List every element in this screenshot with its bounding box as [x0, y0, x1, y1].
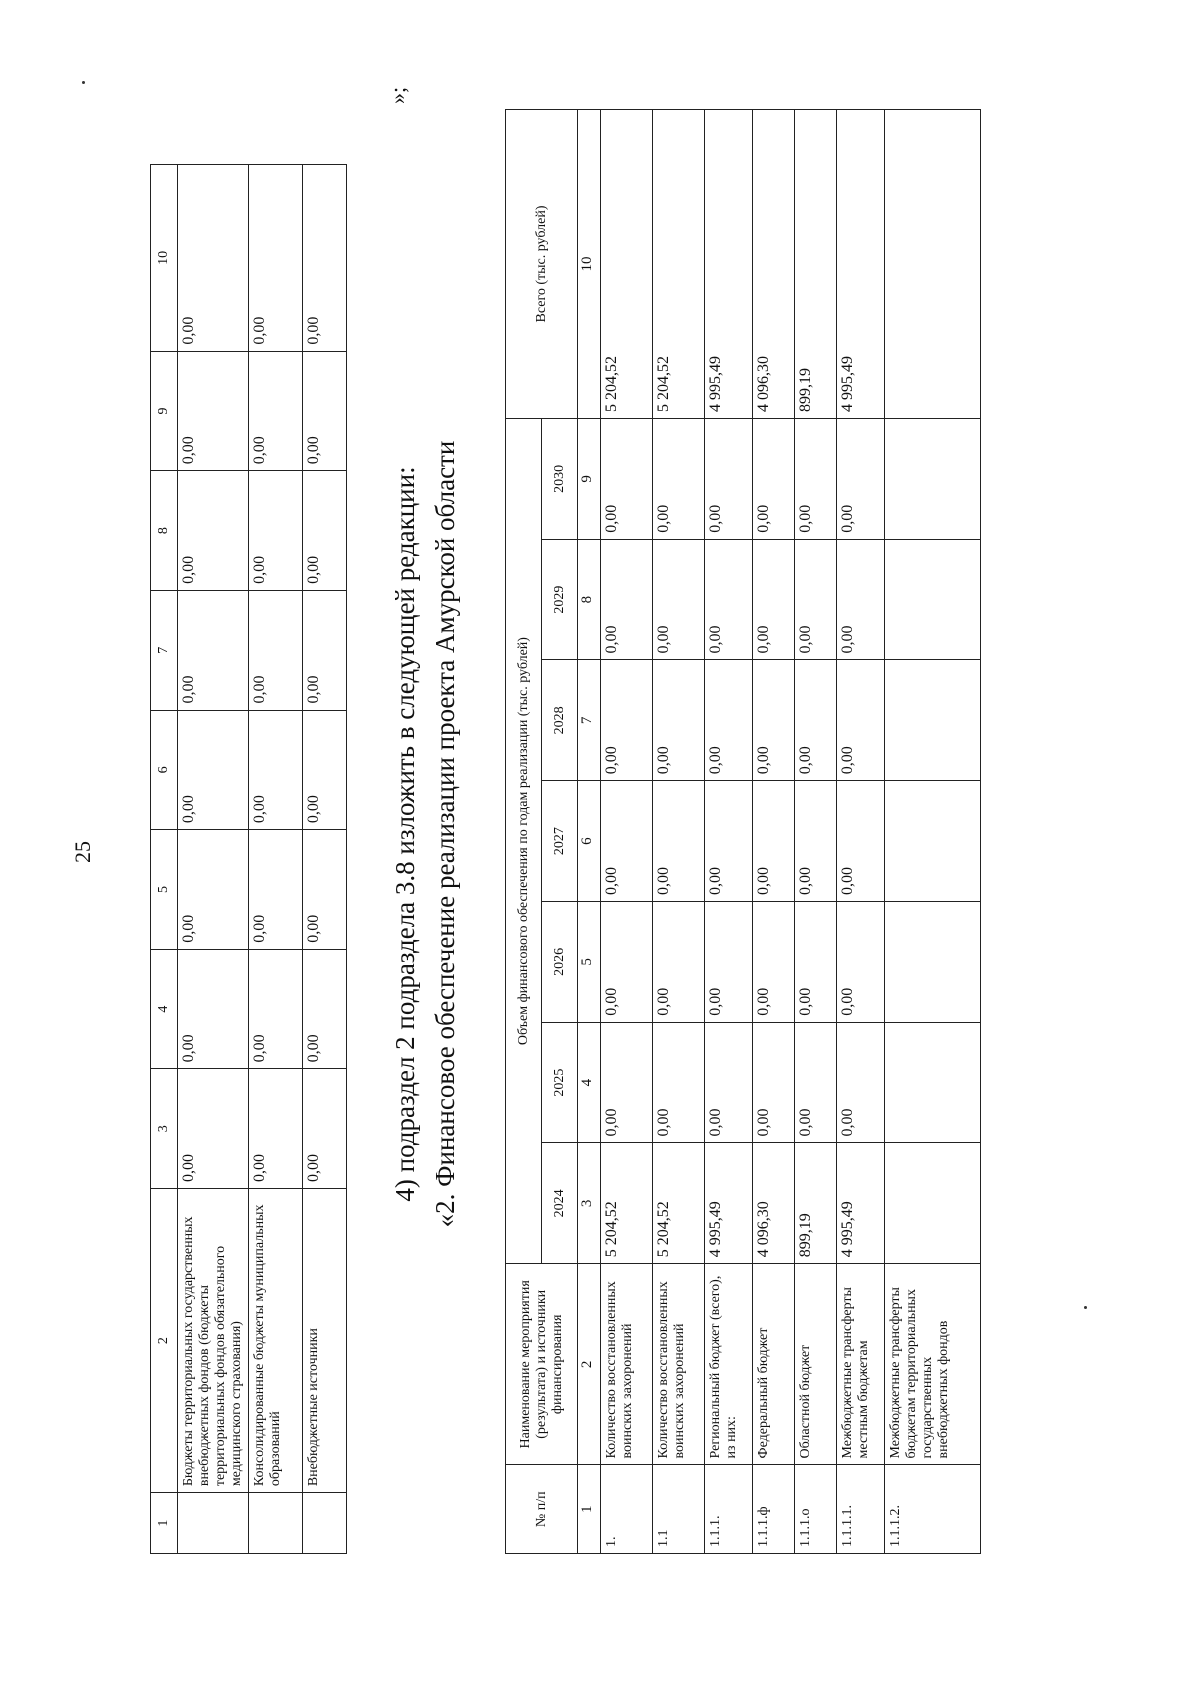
value-cell: 0,00: [795, 660, 837, 781]
header-year: 2030: [542, 418, 578, 539]
row-name: Межбюджетные трансферты местным бюджетам: [837, 1264, 885, 1465]
value-cell: 0,00: [601, 418, 653, 539]
total-cell: 4 995,49: [837, 110, 885, 419]
table-row: [837, 110, 885, 1554]
value-cell: 0,00: [705, 660, 753, 781]
row-name: Межбюджетные трансферты бюджетам территориальных государственных внебюджетных фондов: [885, 1264, 981, 1465]
table-row: [705, 110, 753, 1554]
value-cell: 0,00: [837, 660, 885, 781]
value-cell: 0,00: [178, 165, 249, 352]
table-header-row: [151, 165, 178, 1554]
column-index: 9: [578, 418, 601, 539]
row-name: Областной бюджет: [795, 1264, 837, 1465]
row-name: Федеральный бюджет: [753, 1264, 795, 1465]
column-index: 6: [578, 781, 601, 902]
column-index: 8: [578, 539, 601, 660]
total-cell: 4 995,49: [705, 110, 753, 419]
total-cell: 5 204,52: [653, 110, 705, 419]
table-header-cell: 7: [151, 590, 178, 710]
value-cell: 0,00: [249, 165, 303, 352]
table-header-cell: 6: [151, 710, 178, 830]
scan-speck: [1084, 1306, 1087, 1309]
value-cell: 0,00: [303, 949, 347, 1069]
column-index: 5: [578, 901, 601, 1022]
header-year: 2029: [542, 539, 578, 660]
row-number: 1.1.1.: [705, 1465, 753, 1554]
value-cell: 0,00: [837, 539, 885, 660]
row-number: 1.1.1.2.: [885, 1465, 981, 1554]
row-number: 1.1.1.о: [795, 1465, 837, 1554]
row-number: 1.1.1.1.: [837, 1465, 885, 1554]
header-year: 2024: [542, 1143, 578, 1264]
value-cell: 0,00: [178, 471, 249, 591]
financing-sources-table: [150, 164, 347, 1554]
header-name: Наименование мероприятия (результата) и источники финансирования: [506, 1264, 578, 1465]
value-cell: 899,19: [795, 1143, 837, 1264]
table-row: [795, 110, 837, 1554]
section-title: «2. Финансовое обеспечение реализации проекта Амурской области: [430, 440, 460, 1228]
column-index: 2: [578, 1264, 601, 1465]
column-index: 7: [578, 660, 601, 781]
header-year: 2025: [542, 1022, 578, 1143]
table-row: [885, 110, 981, 1554]
value-cell: 0,00: [249, 830, 303, 950]
table-header-cell: 10: [151, 165, 178, 352]
value-cell: [885, 1022, 981, 1143]
value-cell: 0,00: [303, 351, 347, 471]
value-cell: 0,00: [601, 901, 653, 1022]
table-cell-empty: [178, 1493, 249, 1554]
value-cell: 0,00: [601, 660, 653, 781]
value-cell: 4 096,30: [753, 1143, 795, 1264]
financial-provision-table: [505, 109, 981, 1554]
value-cell: [885, 1143, 981, 1264]
table-header-cell: 5: [151, 830, 178, 950]
value-cell: 0,00: [837, 1022, 885, 1143]
value-cell: 0,00: [653, 418, 705, 539]
value-cell: [885, 418, 981, 539]
header-total: Всего (тыс. рублей): [506, 110, 578, 419]
value-cell: 0,00: [753, 781, 795, 902]
value-cell: 0,00: [601, 781, 653, 902]
value-cell: 0,00: [178, 710, 249, 830]
value-cell: 4 995,49: [705, 1143, 753, 1264]
table-row: [753, 110, 795, 1554]
value-cell: 0,00: [837, 781, 885, 902]
closing-quote: »;: [385, 86, 410, 104]
total-cell: [885, 110, 981, 419]
value-cell: 0,00: [178, 351, 249, 471]
row-name: Количество восстановленных воинских захоронений: [601, 1264, 653, 1465]
value-cell: 0,00: [178, 590, 249, 710]
table-row: [601, 110, 653, 1554]
value-cell: 0,00: [249, 590, 303, 710]
value-cell: 0,00: [249, 949, 303, 1069]
value-cell: [885, 901, 981, 1022]
value-cell: 5 204,52: [601, 1143, 653, 1264]
value-cell: 0,00: [837, 901, 885, 1022]
header-year: 2026: [542, 901, 578, 1022]
row-name: Внебюджетные источники: [303, 1189, 347, 1493]
value-cell: 0,00: [178, 830, 249, 950]
header-year: 2028: [542, 660, 578, 781]
table-row: [303, 165, 347, 1554]
value-cell: 0,00: [705, 1022, 753, 1143]
value-cell: 0,00: [653, 901, 705, 1022]
value-cell: 0,00: [653, 1022, 705, 1143]
value-cell: 0,00: [303, 710, 347, 830]
value-cell: [885, 539, 981, 660]
value-cell: 0,00: [837, 418, 885, 539]
value-cell: 0,00: [303, 830, 347, 950]
row-number: 1.: [601, 1465, 653, 1554]
value-cell: 4 995,49: [837, 1143, 885, 1264]
total-cell: 899,19: [795, 110, 837, 419]
table-header-cell: 4: [151, 949, 178, 1069]
value-cell: [885, 781, 981, 902]
value-cell: 0,00: [753, 660, 795, 781]
value-cell: 0,00: [705, 539, 753, 660]
table-header-cell: 3: [151, 1069, 178, 1189]
table-row: [653, 110, 705, 1554]
value-cell: 0,00: [178, 949, 249, 1069]
value-cell: 0,00: [705, 418, 753, 539]
table-cell-empty: [249, 1493, 303, 1554]
value-cell: 0,00: [601, 1022, 653, 1143]
value-cell: 0,00: [795, 539, 837, 660]
value-cell: 0,00: [753, 901, 795, 1022]
row-name: Консолидированные бюджеты муниципальных образований: [249, 1189, 303, 1493]
value-cell: 0,00: [795, 781, 837, 902]
value-cell: 0,00: [303, 165, 347, 352]
value-cell: 0,00: [795, 901, 837, 1022]
value-cell: 0,00: [795, 418, 837, 539]
header-year: 2027: [542, 781, 578, 902]
value-cell: 0,00: [601, 539, 653, 660]
value-cell: 0,00: [249, 710, 303, 830]
table-header-cell: 1: [151, 1493, 178, 1554]
value-cell: 0,00: [653, 660, 705, 781]
row-name: Количество восстановленных воинских захоронений: [653, 1264, 705, 1465]
row-name: Региональный бюджет (всего), из них:: [705, 1264, 753, 1465]
value-cell: 0,00: [753, 539, 795, 660]
table-header-row: [506, 110, 542, 1554]
value-cell: 0,00: [753, 1022, 795, 1143]
header-number: № п/п: [506, 1465, 578, 1554]
scan-speck: [82, 81, 85, 84]
header-volume: Объем финансового обеспечения по годам реализации (тыс. рублей): [506, 418, 542, 1263]
value-cell: 0,00: [653, 539, 705, 660]
column-index: 4: [578, 1022, 601, 1143]
value-cell: 0,00: [795, 1022, 837, 1143]
value-cell: 0,00: [249, 471, 303, 591]
column-index: 1: [578, 1465, 601, 1554]
value-cell: [885, 660, 981, 781]
value-cell: 5 204,52: [653, 1143, 705, 1264]
row-number: 1.1: [653, 1465, 705, 1554]
value-cell: 0,00: [249, 351, 303, 471]
value-cell: 0,00: [653, 781, 705, 902]
value-cell: 0,00: [705, 901, 753, 1022]
value-cell: 0,00: [753, 418, 795, 539]
table-header-cell: 2: [151, 1189, 178, 1493]
total-cell: 5 204,52: [601, 110, 653, 419]
value-cell: 0,00: [705, 781, 753, 902]
row-number: 1.1.1.ф: [753, 1465, 795, 1554]
value-cell: 0,00: [178, 1069, 249, 1189]
table-cell-empty: [303, 1493, 347, 1554]
table-header-cell: 8: [151, 471, 178, 591]
instruction-text: 4) подраздел 2 подраздела 3.8 изложить в следующей редакции:: [390, 466, 420, 1202]
column-index: 3: [578, 1143, 601, 1264]
value-cell: 0,00: [303, 1069, 347, 1189]
page-number: 25: [70, 841, 95, 863]
table-row: [178, 165, 249, 1554]
table-header-cell: 9: [151, 351, 178, 471]
total-cell: 4 096,30: [753, 110, 795, 419]
row-name: Бюджеты территориальных государственных внебюджетных фондов (бюджеты территориальных фондов обязательного медицинского страхования): [178, 1189, 249, 1493]
column-index-row: [578, 110, 601, 1554]
column-index: 10: [578, 110, 601, 419]
table-row: [249, 165, 303, 1554]
value-cell: 0,00: [249, 1069, 303, 1189]
value-cell: 0,00: [303, 590, 347, 710]
value-cell: 0,00: [303, 471, 347, 591]
